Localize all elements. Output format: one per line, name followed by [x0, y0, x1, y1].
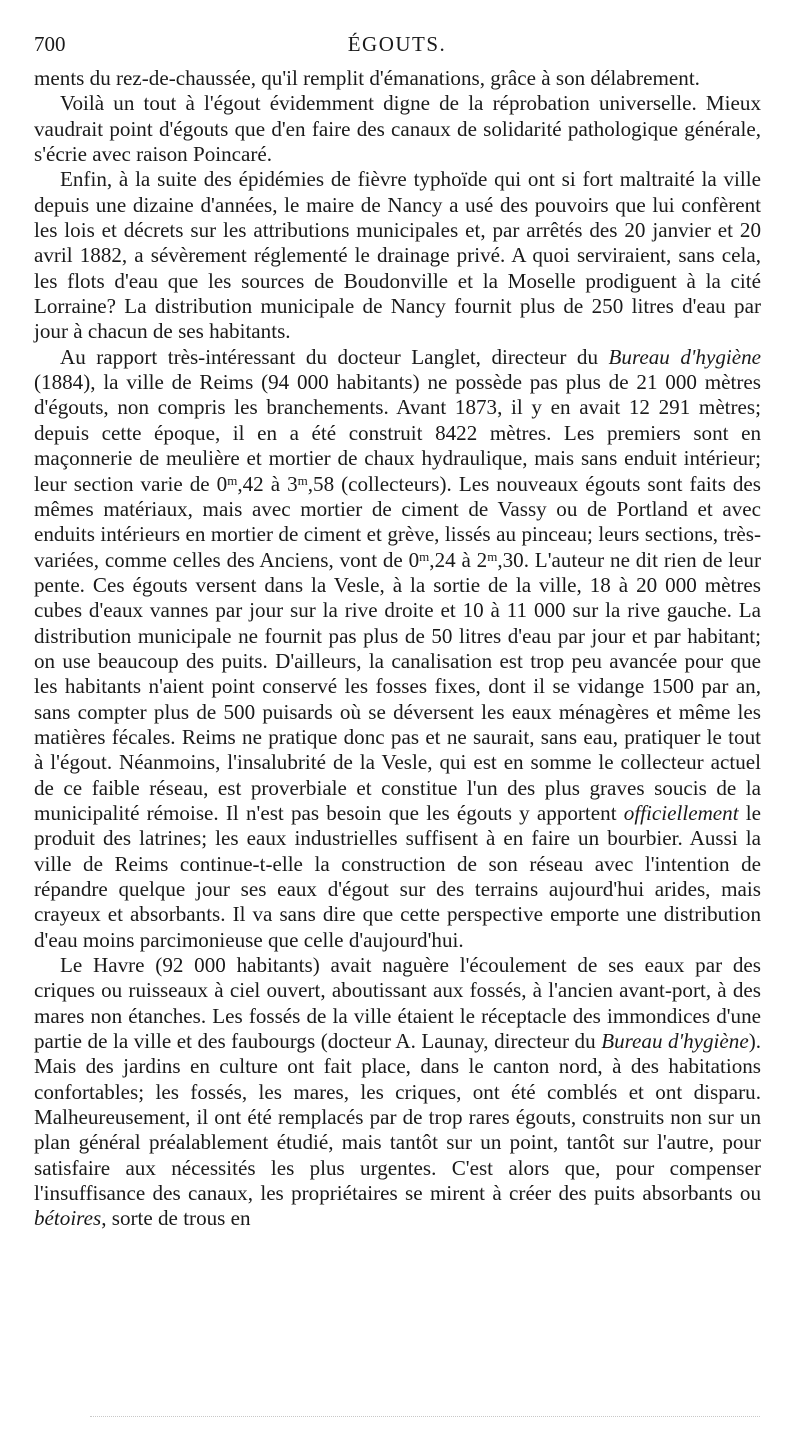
superscript-unit: m — [297, 472, 308, 488]
text-run: le produit des latrines; les eaux industrielles suffisent à en faire un bourbier. Aussi la ville de Reims continue-t-elle la construction de son réseau avec l'intention de répandre quelque jour ses eaux d'égout sur des terrains aujourd'hui arides, mais crayeux et absorbants. Il va sans dire que cette perspective emporte une distribution d'eau moins parcimonieuse que celle d'aujourd'hui. — [34, 800, 762, 952]
paragraph — [34, 345, 761, 953]
text-run: ,30. L'auteur ne dit rien de leur pente. Ces égouts versent dans la Vesle, à la sortie de la ville, 18 à 20 000 mètres cubes d'eaux vannes par jour sur la rive droite et 10 à 11 000 sur la rive gauche. La distribution municipale ne fournit pas plus de 50 litres d'eau par jour et par habitant; on use beaucoup des puits. D'ailleurs, la canalisation est trop peu avancée pour que les habitants n'aient point conservé les fosses fixes, dont il se vidange 1500 par an, sans compter plus de 500 puisards où se déversent les eaux ménagères et même les matières fécales. Reims ne pratique donc pas et ne saurait, sans eau, pratiquer le tout à l'égout. Néanmoins, l'insalubrité de la Vesle, qui est en somme le collecteur actuel de ce faible réseau, est proverbiale et constitue l'un des plus graves soucis de la municipalité rémoise. Il n'est pas besoin que les égouts y apportent — [34, 547, 761, 825]
running-title: ÉGOUTS. — [347, 32, 447, 56]
text-run: Au rapport très-intéressant du docteur Langlet, directeur du — [60, 344, 609, 369]
italic-text: officiellement — [623, 800, 739, 825]
italic-text: Bureau d'hygiène — [608, 344, 761, 369]
paragraph — [34, 953, 761, 1232]
paragraph — [34, 91, 761, 167]
page-header — [34, 30, 760, 58]
superscript-unit: m — [227, 472, 238, 488]
text-run: Voilà un tout à l'égout évidemment digne de la réprobation universelle. Mieux vaudrait point d'égouts que d'en faire des canaux de solidarité pathologique générale, s'écrie avec raison Poincaré. — [34, 91, 761, 167]
superscript-unit: m — [487, 548, 498, 564]
italic-text: Bureau d'hygiène — [601, 1029, 749, 1054]
text-run: ,58 (collecteurs). Les nouveaux égouts sont faits des mêmes matériaux, mais avec mortier de ciment de Vassy ou de Portland et avec enduits intérieurs en mortier de ciment et grève, lissés au pinceau; leurs sections, très-variées, comme celles des Anciens, vont de 0 — [34, 471, 761, 572]
superscript-unit: m — [419, 548, 430, 564]
page-footer-rule — [90, 1416, 760, 1418]
page-number: 700 — [34, 32, 66, 56]
text-run: ). Mais des jardins en culture ont fait place, dans le canton nord, à des habitations confortables; les fossés, les mares, les criques, ont été comblés et ont disparu. Malheureusement, il ont été remplacés par de trop rares égouts, construits non sur un plan général préalablement étudié, mais tantôt sur un point, tantôt sur l'autre, pour satisfaire aux nécessités les plus urgentes. C'est alors que, pour compenser l'insuffisance des canaux, les propriétaires se mirent à créer des puits absorbants ou — [34, 1029, 761, 1206]
text-run: Le Havre (92 000 habitants) avait naguère l'écoulement de ses eaux par des criques ou ruisseaux à ciel ouvert, aboutissant aux fossés, à l'ancien avant-port, à des mares non étanches. Les fossés de la ville étaient le réceptacle des immondices d'une partie de la ville et des faubourgs (docteur A. Launay, directeur du — [34, 953, 761, 1054]
paragraph — [34, 66, 761, 91]
text-run: (1884), la ville de Reims (94 000 habitants) ne possède pas plus de 21 000 mètres d'égouts, non compris les branchements. Avant 1873, il y en avait 12 291 mètres; depuis cette époque, il en a été construit 8422 mètres. Les premiers sont en maçonnerie de meulière et mortier de chaux hydraulique, mais sans enduit intérieur; leur section varie de 0 — [34, 370, 761, 496]
text-run: ments du rez-de-chaussée, qu'il remplit d'émanations, grâce à son délabrement. — [34, 66, 700, 90]
text-run: , sorte de trous en — [101, 1206, 251, 1231]
text-run: ,24 à 2 — [429, 547, 488, 572]
text-run: Enfin, à la suite des épidémies de fièvre typhoïde qui ont si fort maltraité la ville depuis une dizaine d'années, le maire de Nancy a usé des pouvoirs que lui confèrent les lois et décrets sur les attributions municipales et, par arrêtés des 20 janvier et 20 avril 1882, a sévèrement réglementé le drainage privé. A quoi serviraient, sans cela, les flots d'eau que les sources de Boudonville et la Moselle prodiguent à la cité Lorraine? La distribution municipale de Nancy fournit plus de 250 litres d'eau par jour à chacun de ses habitants. — [34, 167, 761, 344]
paragraph — [34, 167, 761, 344]
body-text — [34, 66, 761, 1232]
text-run: ,42 à 3 — [237, 471, 298, 496]
italic-text: bétoires — [34, 1206, 102, 1231]
